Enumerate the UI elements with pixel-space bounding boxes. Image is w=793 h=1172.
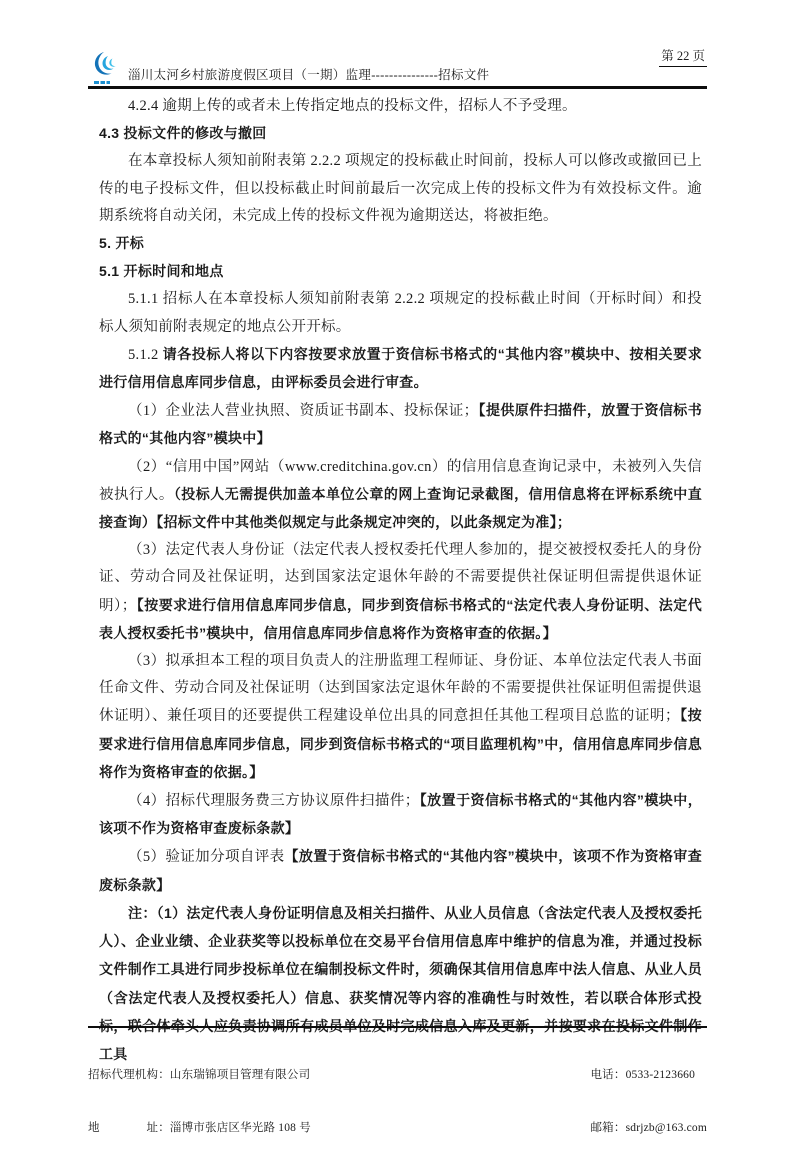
- text-run: 4.2.4 逾期上传的或者未上传指定地点的投标文件，招标人不予受理。: [128, 98, 577, 114]
- text-run: （投标人无需提供加盖本单位公章的网上查询记录截图，信用信息将在评标系统中直接查询）【招标文件中其他类似规定与此条规定冲突的，以此条规定为准】；: [99, 485, 702, 531]
- page-footer: [88, 1026, 707, 1172]
- footer-agency-address: 地 址：淄博市张店区华光路 108 号: [88, 1121, 311, 1134]
- text-run: 5.1 开标时间和地点: [99, 263, 224, 280]
- text-run: （4）招标代理服务费三方协议原件扫描件；: [128, 793, 420, 810]
- text-run: 【放置于资信标书格式的“其他内容”模块中，该项不作为资格审查废标条款】: [99, 792, 702, 837]
- paragraph: [99, 537, 702, 648]
- paragraph: [99, 648, 702, 787]
- paragraph: [99, 843, 702, 899]
- paragraph: [99, 286, 702, 340]
- text-run: （2）“信用中国”网站（www.creditchina.gov.cn）的信用信息查询记录中，未被列入失信被执行人。: [99, 458, 702, 503]
- text-run: 4.3 投标文件的修改与撤回: [99, 125, 267, 142]
- footer-email: 邮箱：sdrjzb@163.com: [590, 1121, 707, 1134]
- text-run: 在本章投标人须知前附表第 2.2.2 项规定的投标截止时间前，投标人可以修改或撤回已上传的电子投标文件，但以投标截止时间前最后一次完成上传的投标文件为有效投标文件。逾期系统将自动关闭，未完成上传的投标文件视为逾期送达，将被拒绝。: [99, 153, 702, 224]
- paragraph: [99, 341, 702, 397]
- text-run: 【按要求进行信用信息库同步信息，同步到资信标书格式的“项目监理机构”中，信用信息库同步信息将作为资格审查的依据。】: [99, 707, 702, 780]
- footer-agency-name: 招标代理机构：山东瑞锦项目管理有限公司: [88, 1069, 311, 1081]
- text-run: （5）验证加分项自评表: [128, 849, 285, 866]
- text-run: 【放置于资信标书格式的“其他内容”模块中，该项不作为资格审查废标条款】: [99, 848, 702, 893]
- footer-agency-info: [88, 1032, 311, 1172]
- text-run: 请各投标人将以下内容按要求放置于资信标书格式的“其他内容”模块中、按相关要求进行信用信息库同步信息，由评标委员会进行审查。: [99, 345, 702, 391]
- text-run: 【按要求进行信用信息库同步信息，同步到资信标书格式的“法定代表人身份证明、法定代表人授权委托书”模块中，信用信息库同步信息将作为资格审查的依据。】: [99, 596, 702, 641]
- logo-caption: [94, 81, 110, 84]
- paragraph: [99, 148, 702, 230]
- paragraph: [99, 454, 702, 538]
- page-header: [88, 0, 707, 89]
- text-run: （3）拟承担本工程的项目负责人的注册监理工程师证、身份证、本单位法定代表人书面任命文件、劳动合同及社保证明（达到国家法定退休年龄的不需要提供社保证明但需提供退休证明）、兼任项目的还要提供工程建设单位出具的同意担任其他工程项目总监的证明；: [99, 653, 702, 725]
- footer-contact-info: [590, 1032, 707, 1172]
- text-run: 5.1.1 招标人在本章投标人须知前附表第 2.2.2 项规定的投标截止时间（开标时间）和投标人须知前附表规定的地点公开开标。: [99, 291, 702, 335]
- section-heading: [99, 230, 702, 258]
- section-heading: [99, 120, 702, 148]
- page-number: 第 22 页: [659, 48, 707, 67]
- text-run: 注：（1）法定代表人身份证明信息及相关扫描件、从业人员信息（含法定代表人及授权委托人）、企业业绩、企业获奖等以投标单位在交易平台信用信息库中维护的信息为准，并通过投标文件制作工具进行同步投标单位在编制投标文件时，须确保其信用信息库中法人信息、从业人员（含法定代表人及授权委托人）信息、获奖情况等内容的准确性与时效性，若以联合体形式投标，联合体牵头人应负责协调所有成员单位及时完成信息入库及更新，并按要求在投标文件制作工具: [99, 904, 702, 1062]
- document-body: [99, 93, 702, 1069]
- text-run: （1）企业法人营业执照、资质证书副本、投标保证；: [128, 403, 479, 420]
- header-left: [92, 50, 489, 84]
- paragraph: [99, 787, 702, 843]
- footer-phone: 电话：0533-2123660: [590, 1069, 696, 1081]
- paragraph: [99, 397, 702, 453]
- text-run: （3）法定代表人身份证（法定代表人授权委托代理人参加的，提交被授权委托人的身份证、劳动合同及社保证明，达到国家法定退休年龄的不需要提供社保证明但需提供退休证明）；: [99, 542, 702, 614]
- text-run: 【提供原件扫描件，放置于资信标书格式的“其他内容”模块中】: [99, 402, 702, 447]
- logo-swirl-icon: [92, 50, 122, 80]
- section-heading: [99, 258, 702, 286]
- company-logo: [92, 50, 122, 84]
- text-run: 5. 开标: [99, 235, 145, 252]
- text-run: 5.1.2: [128, 346, 163, 363]
- paragraph: [99, 93, 702, 120]
- header-title: 淄川太河乡村旅游度假区项目（一期）监理---------------招标文件: [128, 68, 490, 82]
